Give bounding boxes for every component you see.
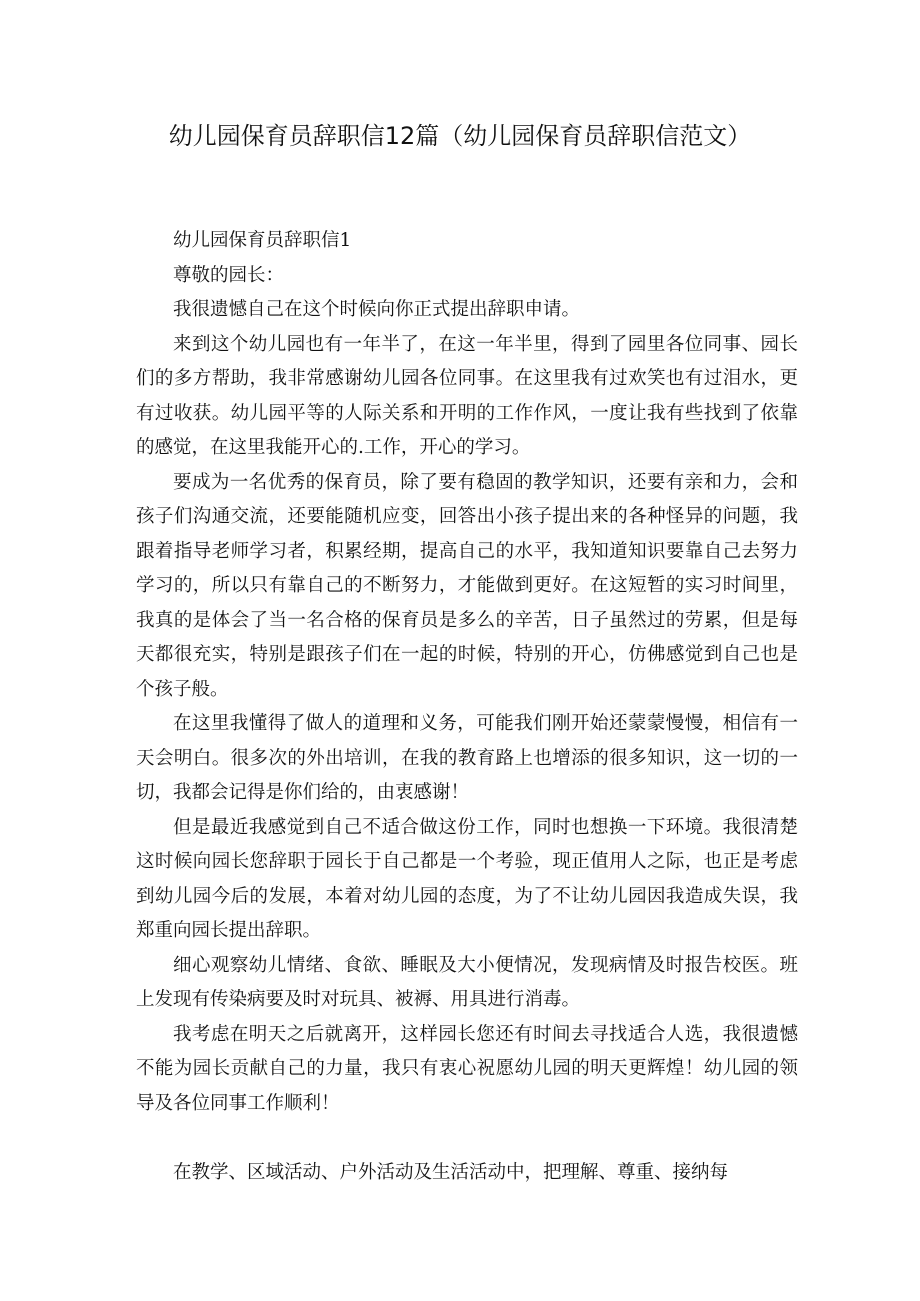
body-paragraph: 在这里我懂得了做人的道理和义务，可能我们刚开始还蒙蒙慢慢，相信有一天会明白。很多次的外出培训，在我的教育路上也增添的很多知识，这一切的一切，我都会记得是你们给的，由衷感谢！ (136, 713, 798, 803)
body-paragraph: 我很遗憾自己在这个时候向你正式提出辞职申请。 (173, 299, 581, 320)
body-paragraph: 我考虑在明天之后就离开，这样园长您还有时间去寻找适合人选，我很遗憾不能为园长贡献自己的力量，我只有衷心祝愿幼儿园的明天更辉煌！幼儿园的领导及各位同事工作顺利！ (136, 1023, 798, 1114)
letter-heading: 幼儿园保育员辞职信1 (173, 230, 352, 251)
body-paragraph: 细心观察幼儿情绪、食欲、睡眠及大小便情况，发现病情及时报告校医。班上发现有传染病要及时对玩具、被褥、用具进行消毒。 (136, 954, 798, 1010)
body-paragraph: 要成为一名优秀的保育员，除了要有稳固的教学知识，还要有亲和力，会和孩子们沟通交流，还要能随机应变，回答出小孩子提出来的各种怪异的问题，我跟着指导老师学习者，积累经期，提高自己的水平，我知道知识要靠自己去努力学习的，所以只有靠自己的不断努力，才能做到更好。在这短暂的实习时间里，我真的是体会了当一名合格的保育员是多么的辛苦，日子虽然过的劳累，但是每天都很充实，特别是跟孩子们在一起的时候，特别的开心，仿佛感觉到自己也是个孩子般。 (136, 471, 798, 700)
body-paragraph: 但是最近我感觉到自己不适合做这份工作，同时也想换一下环境。我很清楚这时候向园长您辞职于园长于自己都是一个考验，现正值用人之际，也正是考虑到幼儿园今后的发展，本着对幼儿园的态度，为了不让幼儿园因我造成失误，我郑重向园长提出辞职。 (136, 816, 798, 941)
document-body (136, 224, 798, 1190)
body-paragraph: 来到这个幼儿园也有一年半了，在这一年半里，得到了园里各位同事、园长们的多方帮助，我非常感谢幼儿园各位同事。在这里我有过欢笑也有过泪水，更有过收获。幼儿园平等的人际关系和开明的工作作风，一度让我有些找到了依靠的感觉，在这里我能开心的.工作，开心的学习。 (136, 333, 798, 458)
body-paragraph: 在教学、区域活动、户外活动及生活活动中，把理解、尊重、接纳每 (173, 1161, 729, 1183)
document-title: 幼儿园保育员辞职信12篇（幼儿园保育员辞职信范文） (168, 122, 752, 150)
salutation: 尊敬的园长： (173, 264, 285, 286)
